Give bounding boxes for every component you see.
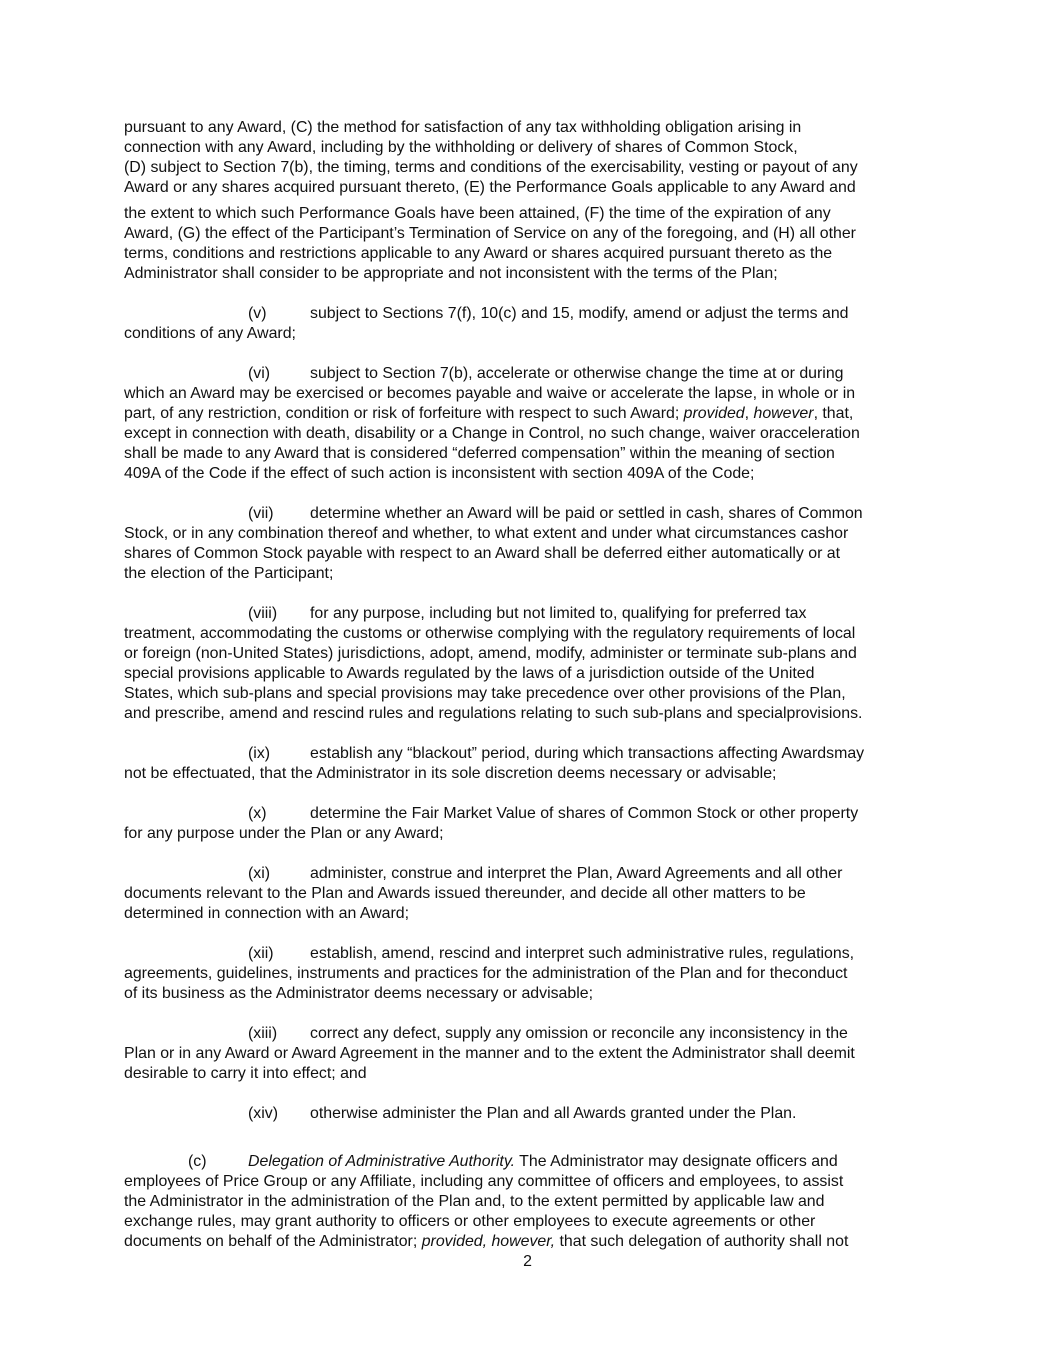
item-text: establish any “blackout” period, during which transactions affecting Awardsmay <box>310 745 865 762</box>
item-number: (xi) <box>248 865 271 882</box>
list-item-ix <box>248 744 864 764</box>
body-line: treatment, accommodating the customs or otherwise complying with the regulatory requirements of local <box>124 625 856 642</box>
body-line: shall be made to any Award that is considered “deferred compensation” within the meaning of section <box>124 445 835 462</box>
list-item-xii <box>248 944 854 964</box>
section-heading: Delegation of Administrative Authority. <box>248 1153 516 1170</box>
body-line: documents on behalf of the Administrator; provided, however, that such delegation of authority shall not <box>124 1233 849 1250</box>
list-item-x <box>248 804 858 824</box>
item-text: subject to Sections 7(f), 10(c) and 15, modify, amend or adjust the terms and <box>310 305 849 322</box>
body-line: except in connection with death, disability or a Change in Control, no such change, waiver oracceleration <box>124 425 860 442</box>
section-number: (c) <box>188 1153 207 1170</box>
list-item-vi <box>248 364 844 384</box>
body-line: terms, conditions and restrictions applicable to any Award or shares acquired pursuant thereto as the <box>124 245 833 262</box>
body-line: agreements, guidelines, instruments and practices for the administration of the Plan and for theconduct <box>124 965 848 982</box>
body-line: and prescribe, amend and rescind rules and regulations relating to such sub-plans and specialprovisions. <box>124 705 863 722</box>
body-line: Stock, or in any combination thereof and whether, to what extent and under what circumstances cashor <box>124 525 849 542</box>
section-text: The Administrator may designate officers and <box>515 1153 838 1170</box>
body-line: conditions of any Award; <box>124 325 296 342</box>
body-line: Plan or in any Award or Award Agreement in the manner and to the extent the Administrator shall deemit <box>124 1045 855 1062</box>
item-number: (x) <box>248 805 267 822</box>
list-item-viii <box>248 604 806 624</box>
body-line: employees of Price Group or any Affiliate, including any committee of officers and employees, to assist <box>124 1173 844 1190</box>
body-line: for any purpose under the Plan or any Award; <box>124 825 444 842</box>
item-number: (vi) <box>248 365 271 382</box>
body-line: determined in connection with an Award; <box>124 905 410 922</box>
body-line: exchange rules, may grant authority to officers or other employees to execute agreements or other <box>124 1213 816 1230</box>
provided-however-italic: provided, however, <box>421 1233 556 1250</box>
item-number: (xiv) <box>248 1105 279 1122</box>
body-line: not be effectuated, that the Administrator in its sole discretion deems necessary or advisable; <box>124 765 777 782</box>
list-item-v <box>248 304 849 324</box>
item-text: subject to Section 7(b), accelerate or otherwise change the time at or during <box>310 365 844 382</box>
item-text: establish, amend, rescind and interpret such administrative rules, regulations, <box>310 945 855 962</box>
item-text: determine whether an Award will be paid or settled in cash, shares of Common <box>310 505 863 522</box>
body-line: documents relevant to the Plan and Awards issued thereunder, and decide all other matters to be <box>124 885 806 902</box>
body-line: (D) subject to Section 7(b), the timing, terms and conditions of the exercisability, vesting or payout of any <box>124 159 858 176</box>
provided-italic: provided <box>683 405 745 422</box>
body-line: Award, (G) the effect of the Participant’s Termination of Service on any of the foregoing, and (H) all other <box>124 225 856 242</box>
body-line: special provisions applicable to Awards regulated by the laws of a jurisdiction outside of the United <box>124 665 815 682</box>
body-line: which an Award may be exercised or becomes payable and waive or accelerate the lapse, in whole or in <box>124 385 856 402</box>
body-line: of its business as the Administrator deems necessary or advisable; <box>124 985 593 1002</box>
body-line: shares of Common Stock payable with respect to an Award shall be deferred either automatically or at <box>124 545 841 562</box>
body-line: the election of the Participant; <box>124 565 334 582</box>
item-text: for any purpose, including but not limited to, qualifying for preferred tax <box>310 605 807 622</box>
item-number: (ix) <box>248 745 271 762</box>
body-line: States, which sub-plans and special provisions may take precedence over other provisions of the Plan, <box>124 685 846 702</box>
page-number: 2 <box>523 1253 532 1270</box>
item-text: otherwise administer the Plan and all Awards granted under the Plan. <box>310 1105 797 1122</box>
body-line: the Administrator in the administration of the Plan and, to the extent permitted by applicable law and <box>124 1193 825 1210</box>
list-item-vii <box>248 504 863 524</box>
list-item-xiv <box>248 1104 796 1124</box>
however-italic: however <box>753 405 814 422</box>
item-number: (xii) <box>248 945 274 962</box>
body-line: desirable to carry it into effect; and <box>124 1065 367 1082</box>
body-line: Award or any shares acquired pursuant thereto, (E) the Performance Goals applicable to any Award and <box>124 179 856 196</box>
list-item-xiii <box>248 1024 848 1044</box>
body-line: or foreign (non-United States) jurisdictions, adopt, amend, modify, administer or terminate sub-plans and <box>124 645 857 662</box>
body-line: pursuant to any Award, (C) the method for satisfaction of any tax withholding obligation arising in <box>124 119 802 136</box>
item-text: determine the Fair Market Value of shares of Common Stock or other property <box>310 805 859 822</box>
item-number: (v) <box>248 305 267 322</box>
item-text: correct any defect, supply any omission or reconcile any inconsistency in the <box>310 1025 848 1042</box>
item-text: administer, construe and interpret the Plan, Award Agreements and all other <box>310 865 843 882</box>
item-number: (viii) <box>248 605 278 622</box>
body-line: Administrator shall consider to be appropriate and not inconsistent with the terms of the Plan; <box>124 265 778 282</box>
body-line: the extent to which such Performance Goals have been attained, (F) the time of the expiration of any <box>124 205 831 222</box>
item-number: (vii) <box>248 505 274 522</box>
item-number: (xiii) <box>248 1025 278 1042</box>
body-line: part, of any restriction, condition or risk of forfeiture with respect to such Award; provided, however, that, <box>124 405 854 422</box>
body-line: 409A of the Code if the effect of such action is inconsistent with section 409A of the Code; <box>124 465 755 482</box>
body-line: connection with any Award, including by the withholding or delivery of shares of Common Stock, <box>124 139 798 156</box>
list-item-xi <box>248 864 842 884</box>
section-c <box>188 1152 838 1172</box>
